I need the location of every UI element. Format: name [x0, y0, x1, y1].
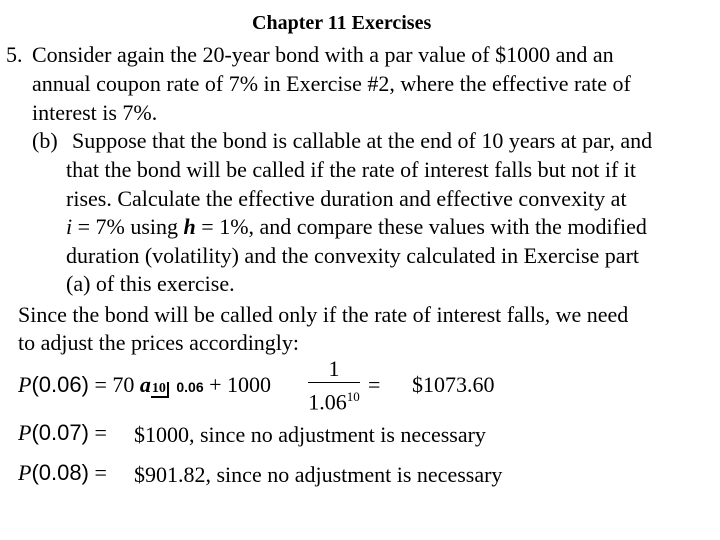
part-b-line-5: duration (volatility) and the convexity calculated in Exercise part: [66, 243, 640, 268]
fraction-bar: [308, 382, 360, 383]
equation-p008-value: $901.82, since no adjustment is necessary: [134, 462, 503, 487]
line-4-text-a: = 7% using: [72, 214, 184, 239]
part-b-label: (b): [32, 128, 58, 153]
line-4-text-b: = 1%, and compare these values with the modified: [195, 214, 647, 239]
fraction-denominator: [308, 384, 360, 415]
equation-p007-value: $1000, since no adjustment is necessary: [134, 422, 486, 447]
equals-70: = 70: [88, 372, 140, 397]
part-b-line-2: that the bond will be called if the rate of interest falls but not if it: [66, 157, 637, 182]
problem-line-1: Consider again the 20-year bond with a par value of $1000 and an: [32, 42, 614, 67]
fraction-numerator: 1: [328, 356, 340, 381]
solution-line-2: to adjust the prices accordingly:: [18, 330, 300, 355]
variable-h: h: [183, 214, 196, 239]
p-symbol: P: [18, 460, 32, 485]
equation-p006-value: $1073.60: [412, 372, 495, 397]
denominator-exponent: 10: [346, 389, 360, 404]
part-b-line-4: [66, 214, 647, 240]
denominator-base: 1.06: [308, 389, 347, 415]
part-b-line-6: (a) of this exercise.: [66, 271, 235, 296]
solution-line-1: Since the bond will be called only if the rate of interest falls, we need: [18, 302, 629, 327]
p-argument: (0.06): [31, 372, 89, 397]
problem-line-2: annual coupon rate of 7% in Exercise #2, where the effective rate of: [32, 71, 631, 96]
p-symbol: P: [18, 372, 32, 397]
p-symbol: P: [18, 420, 32, 445]
equals-sign: =: [88, 420, 107, 445]
equation-p006-equals: =: [368, 372, 381, 397]
equation-p006-lhs: [18, 372, 271, 400]
plus-1000: + 1000: [203, 372, 272, 397]
annuity-rate: 0.06: [176, 379, 204, 395]
problem-number: 5.: [6, 42, 23, 67]
problem-line-3: interest is 7%.: [32, 100, 158, 125]
equation-p008-lhs: [18, 460, 107, 486]
annuity-symbol: a: [139, 372, 151, 397]
annuity-term: 10: [151, 382, 169, 398]
page-title: Chapter 11 Exercises: [252, 12, 432, 34]
part-b-line-1: Suppose that the bond is callable at the end of 10 years at par, and: [72, 128, 653, 153]
p-argument: (0.08): [31, 460, 89, 485]
discount-fraction: [308, 356, 360, 415]
p-argument: (0.07): [31, 420, 89, 445]
equals-sign: =: [88, 460, 107, 485]
equation-p007-lhs: [18, 420, 107, 446]
variable-i: i: [66, 214, 73, 239]
part-b-line-3: rises. Calculate the effective duration and effective convexity at: [66, 186, 627, 211]
